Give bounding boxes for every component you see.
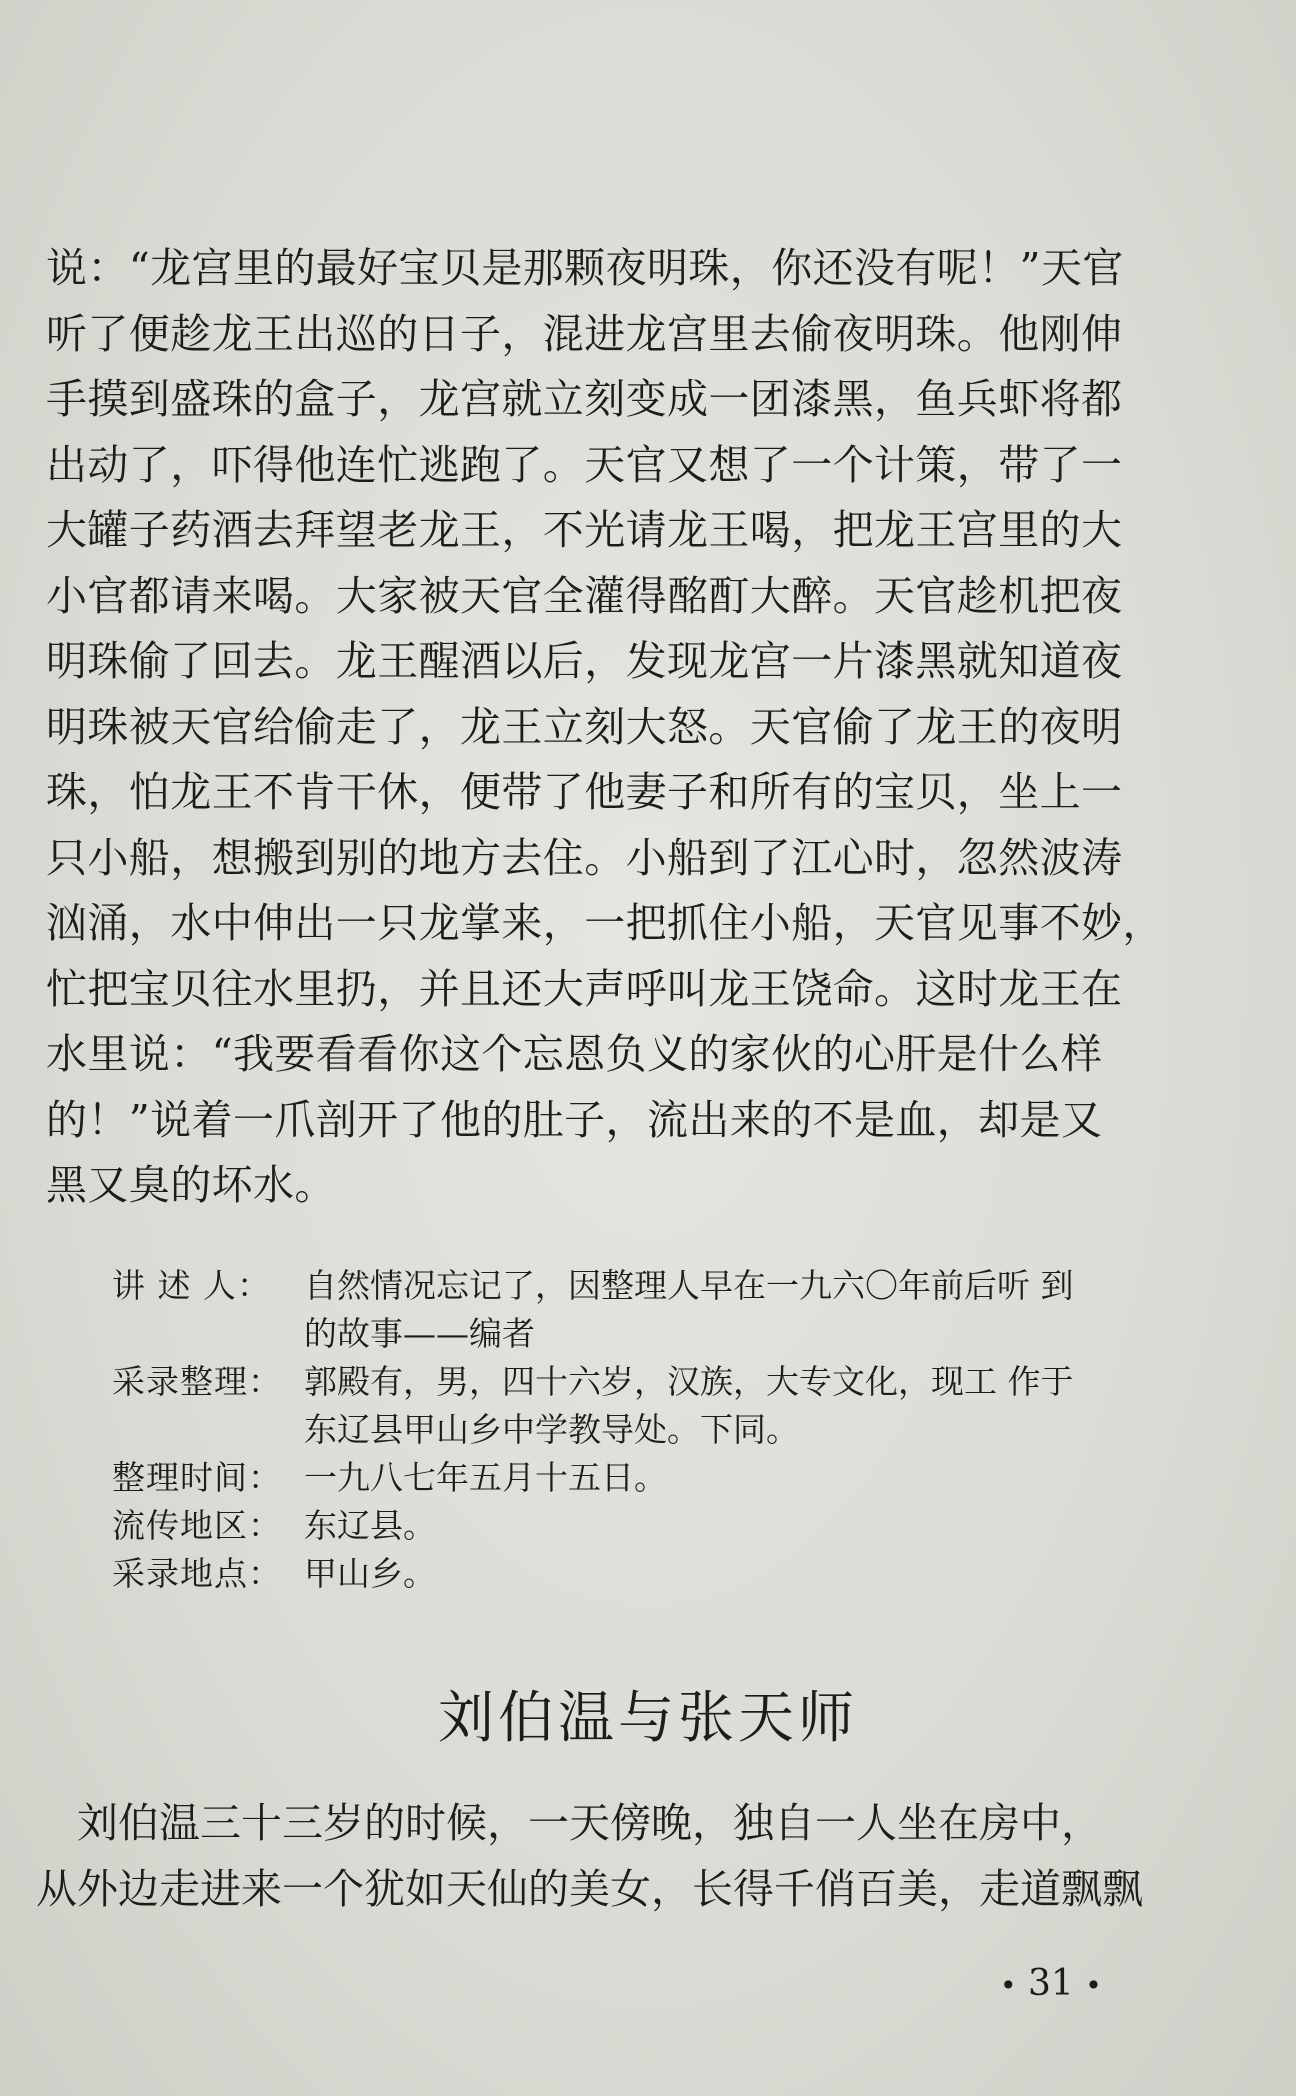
text-line: 明珠偷了回去。龙王醒酒以后，发现龙宫一片漆黑就知道夜: [46, 637, 1123, 685]
text-line: 大罐子药酒去拜望老龙王，不光请龙王喝，把龙王宫里的大: [46, 506, 1123, 554]
note-label: 采录整理：: [112, 1362, 282, 1401]
note-label: 采录地点：: [112, 1554, 282, 1593]
text-line: 黑又臭的坏水。: [46, 1161, 336, 1209]
story-ending-paragraph: [46, 236, 1196, 1219]
collection-notes: [112, 1262, 1192, 1598]
story-opening-paragraph: [36, 1790, 1236, 1922]
note-label: 整理时间：: [112, 1458, 282, 1497]
text-line: 小官都请来喝。大家被天官全灌得酩酊大醉。天官趁机把夜: [46, 571, 1123, 620]
note-value: [304, 1550, 1192, 1598]
text-line: 忙把宝贝往水里扔，并且还大声呼叫龙王饶命。这时龙王在: [46, 964, 1123, 1013]
text-line: 汹涌，水中伸出一只龙掌来，一把抓住小船，天官见事不妙，: [46, 899, 1164, 947]
text-line: 从外边走进来一个犹如天仙的美女，长得千俏百美，走道飘飘: [36, 1865, 1143, 1913]
bullet-icon: •: [1000, 1969, 1017, 2002]
text-line: 只小船，想搬到别的地方去住。小船到了江心时，忽然波涛: [46, 833, 1123, 882]
text-line: 珠，怕龙王不肯干休，便带了他妻子和所有的宝贝，坐上一: [46, 768, 1123, 816]
page-number-value: 31: [1027, 1963, 1074, 2004]
note-collector: [112, 1358, 1192, 1454]
note-date: [112, 1454, 1192, 1502]
note-region: [112, 1502, 1192, 1550]
story-title: 刘伯温与张天师: [438, 1686, 858, 1751]
text-line: 明珠被天官给偷走了，龙王立刻大怒。天官偷了龙王的夜明: [46, 702, 1123, 751]
note-value-line: 的故事——编者: [304, 1314, 535, 1353]
note-value: [304, 1454, 1192, 1502]
note-location: [112, 1550, 1192, 1598]
page-number: [1000, 1962, 1102, 2008]
note-value-line: 一九八七年五月十五日。: [304, 1458, 667, 1497]
note-value-line: 甲山乡。: [304, 1554, 436, 1593]
text-line: 手摸到盛珠的盒子，龙宫就立刻变成一团漆黑，鱼兵虾将都: [46, 375, 1123, 423]
text-line: 刘伯温三十三岁的时候，一天傍晚，独自一人坐在房中，: [36, 1799, 1102, 1847]
note-value-line: 东辽县甲山乡中学教导处。下同。: [304, 1410, 799, 1449]
bullet-icon: •: [1085, 1969, 1102, 2002]
note-value-line: 郭殿有，男，四十六岁，汉族，大专文化，现工 作于: [304, 1362, 1074, 1401]
text-line: 的！”说着一爪剖开了他的肚子，流出来的不是血，却是又: [46, 1095, 1103, 1144]
note-label: 讲 述 人：: [112, 1266, 271, 1305]
note-value-line: 自然情况忘记了，因整理人早在一九六〇年前后听 到: [304, 1266, 1074, 1305]
text-line: 出动了，吓得他连忙逃跑了。天官又想了一个计策，带了一: [46, 440, 1123, 489]
text-line: 水里说：“我要看看你这个忘恩负义的家伙的心肝是什么样: [46, 1030, 1103, 1078]
note-value-line: 东辽县。: [304, 1506, 436, 1545]
note-value: [304, 1262, 1192, 1358]
note-label: 流传地区：: [112, 1506, 282, 1545]
note-value: [304, 1502, 1192, 1550]
note-narrator: [112, 1262, 1192, 1358]
text-line: 听了便趁龙王出巡的日子，混进龙宫里去偷夜明珠。他刚伸: [46, 309, 1123, 358]
text-line: 说：“龙宫里的最好宝贝是那颗夜明珠，你还没有呢！”天官: [46, 244, 1124, 292]
note-value: [304, 1358, 1192, 1454]
